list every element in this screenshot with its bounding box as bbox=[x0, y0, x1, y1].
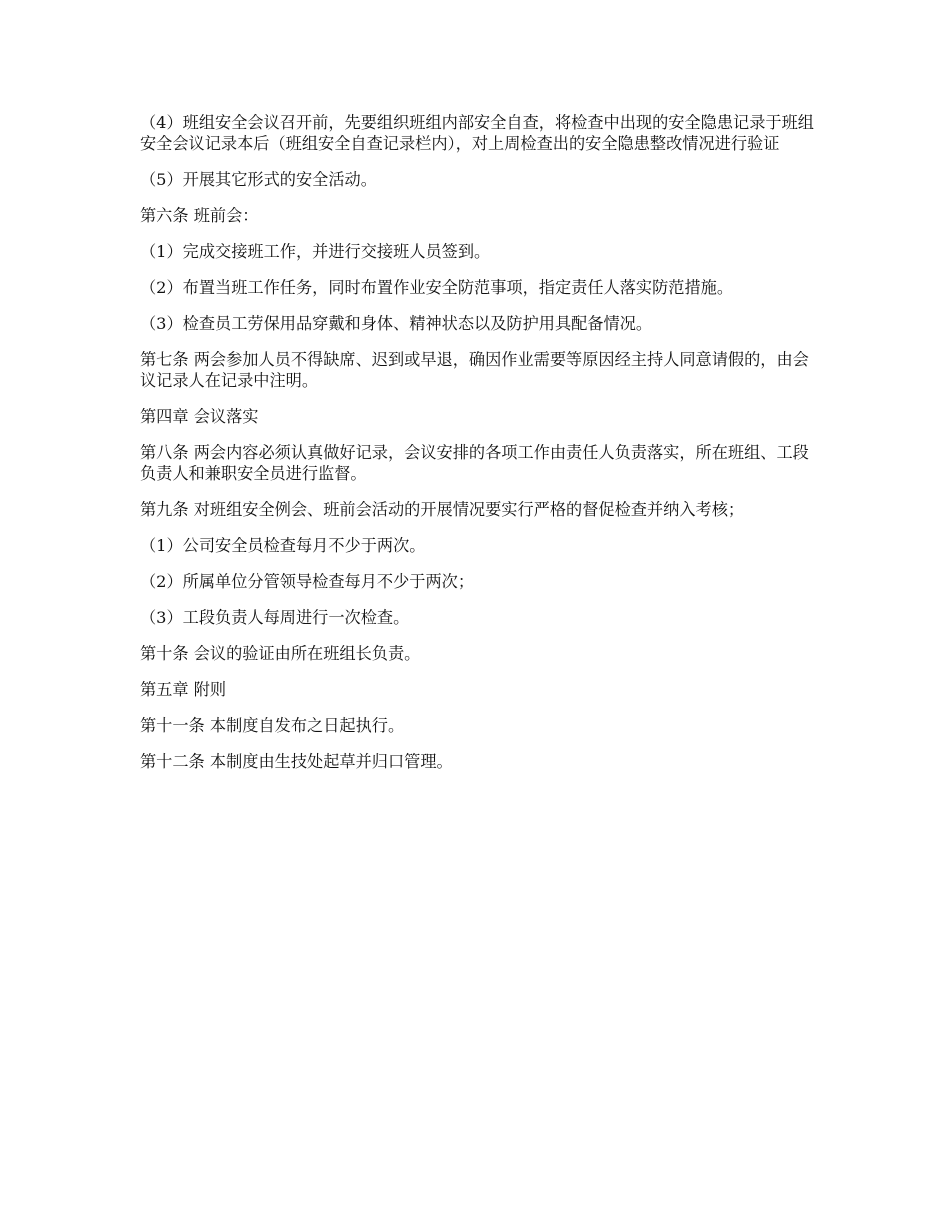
paragraph: （5）开展其它形式的安全活动。 bbox=[140, 170, 377, 189]
chapter-heading: 第五章 附则 bbox=[140, 680, 227, 699]
paragraph: 第十二条 本制度由生技处起草并归口管理。 bbox=[140, 752, 453, 771]
paragraph: 第七条 两会参加人员不得缺席、迟到或早退，确因作业需要等原因经主持人同意请假的，由会议记录人在记录中注明。 bbox=[140, 350, 809, 390]
document-body bbox=[140, 112, 820, 787]
paragraph: （2）布置当班工作任务，同时布置作业安全防范事项，指定责任人落实防范措施。 bbox=[140, 278, 734, 297]
paragraph: 第八条 两会内容必须认真做好记录，会议安排的各项工作由责任人负责落实，所在班组、工段负责人和兼职安全员进行监督。 bbox=[140, 443, 809, 483]
paragraph: （1）完成交接班工作，并进行交接班人员签到。 bbox=[140, 242, 491, 261]
paragraph: 第十一条 本制度自发布之日起执行。 bbox=[140, 716, 405, 735]
paragraph: （1）公司安全员检查每月不少于两次。 bbox=[140, 536, 426, 555]
paragraph: （4）班组安全会议召开前，先要组织班组内部安全自查，将检查中出现的安全隐患记录于班组安全会议记录本后（班组安全自查记录栏内），对上周检查出的安全隐患整改情况进行验证 bbox=[140, 113, 814, 153]
paragraph: （3）检查员工劳保用品穿戴和身体、精神状态以及防护用具配备情况。 bbox=[140, 314, 653, 333]
chapter-heading: 第四章 会议落实 bbox=[140, 407, 259, 426]
paragraph: （3）工段负责人每周进行一次检查。 bbox=[140, 608, 410, 627]
section-heading: 第六条 班前会： bbox=[140, 206, 259, 225]
paragraph: 第十条 会议的验证由所在班组长负责。 bbox=[140, 644, 421, 663]
paragraph: （2）所属单位分管领导检查每月不少于两次； bbox=[140, 572, 475, 591]
paragraph: 第九条 对班组安全例会、班前会活动的开展情况要实行严格的督促检查并纳入考核； bbox=[140, 500, 745, 519]
